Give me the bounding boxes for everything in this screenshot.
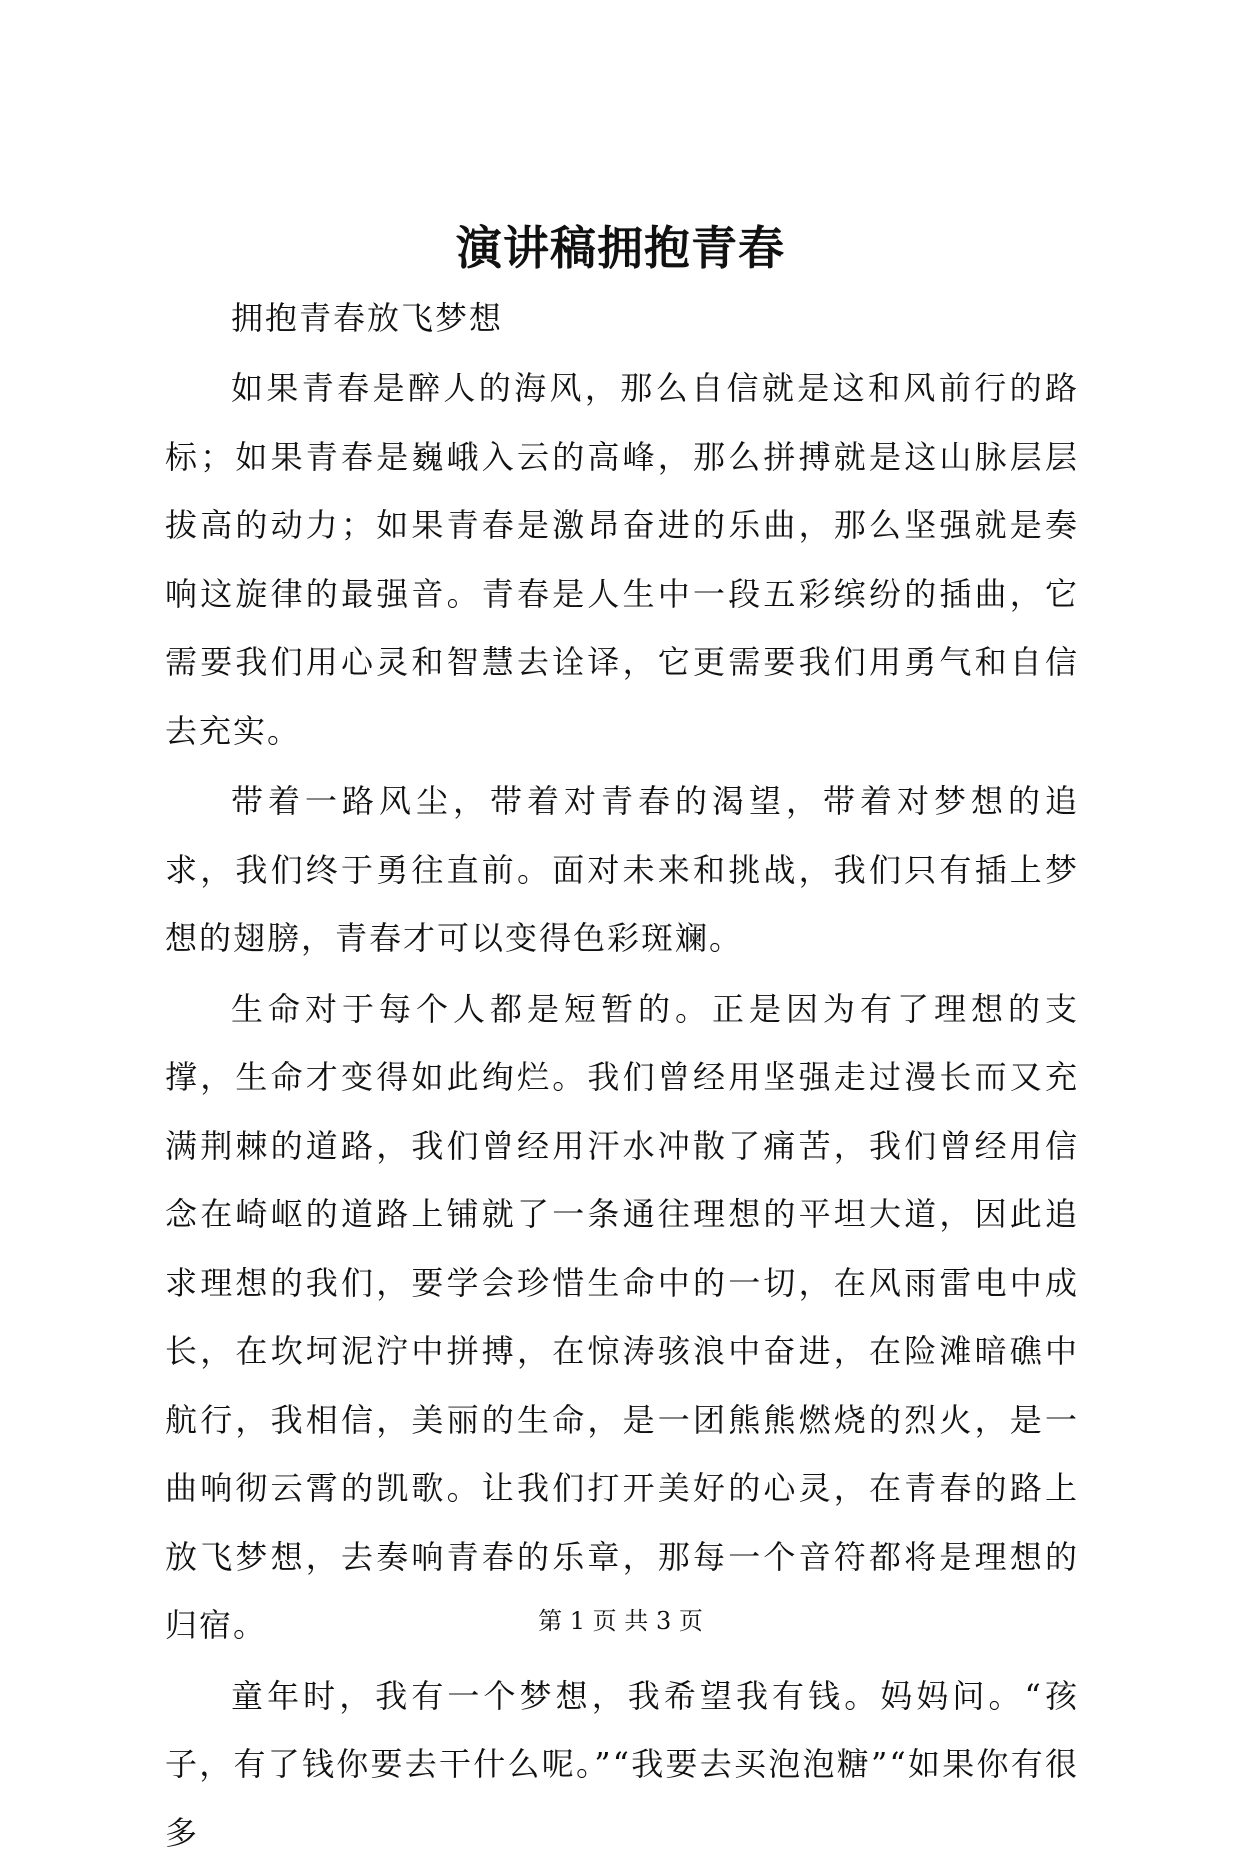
document-subtitle: 拥抱青春放飞梦想 xyxy=(231,299,504,337)
document-title: 演讲稿拥抱青春 xyxy=(456,221,785,275)
paragraph-2: 带着一路风尘，带着对青春的渴望，带着对梦想的追求，我们终于勇往直前。面对未来和挑战，我们只有插上梦想的翅膀，青春才可以变得色彩斑斓。 xyxy=(165,782,1079,957)
paragraph-1: 如果青春是醉人的海风，那么自信就是这和风前行的路标；如果青春是巍峨入云的高峰，那么拼搏就是这山脉层层拔高的动力；如果青春是激昂奋进的乐曲，那么坚强就是奏响这旋律的最强音。青春是人生中一段五彩缤纷的插曲，它需要我们用心灵和智慧去诠译，它更需要我们用勇气和自信去充实。 xyxy=(165,369,1079,750)
paragraph-4: 童年时，我有一个梦想，我希望我有钱。妈妈问。“孩子，有了钱你要去干什么呢。”“我要去买泡泡糖”“如果你有很多 xyxy=(165,1676,1079,1852)
page-footer: 第 1 页 共 3 页 xyxy=(538,1607,703,1635)
paragraph-3: 生命对于每个人都是短暂的。正是因为有了理想的支撑，生命才变得如此绚烂。我们曾经用坚强走过漫长而又充满荆棘的道路，我们曾经用汗水冲散了痛苦，我们曾经用信念在崎岖的道路上铺就了一条通往理想的平坦大道，因此追求理想的我们，要学会珍惜生命中的一切，在风雨雷电中成长，在坎坷泥泞中拼搏，在惊涛骇浪中奋进，在险滩暗礁中航行，我相信，美丽的生命，是一团熊熊燃烧的烈火，是一曲响彻云霄的凯歌。让我们打开美好的心灵，在青春的路上放飞梦想，去奏响青春的乐章，那每一个音符都将是理想的归宿。 xyxy=(165,989,1079,1644)
